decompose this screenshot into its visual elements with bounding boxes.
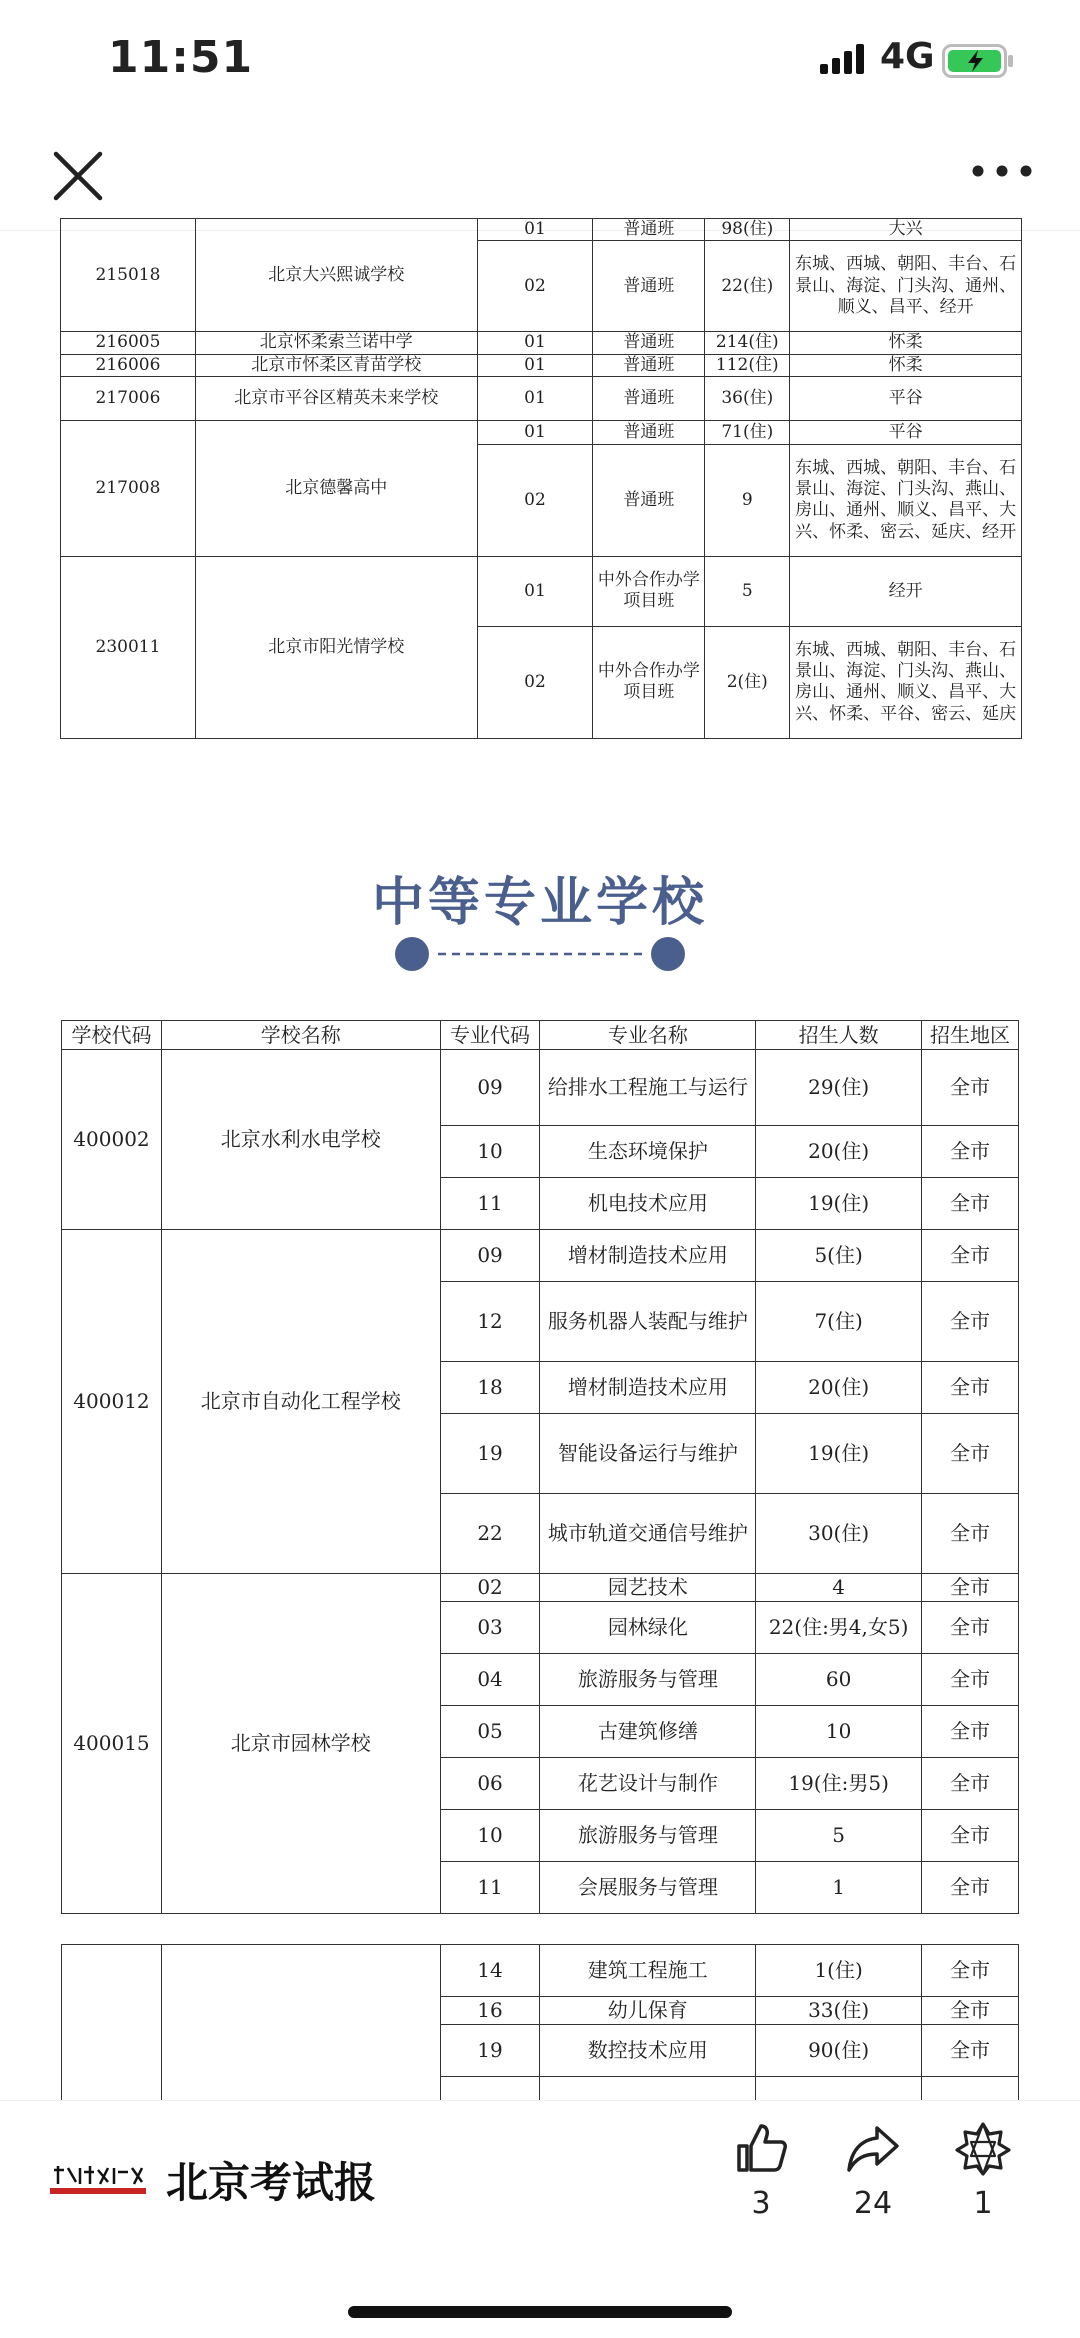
table-row: 400015 北京市园林学校 02 园艺技术 4 全市 <box>62 1574 1019 1602</box>
share-count: 24 <box>853 2186 893 2221</box>
table-row: 400002 北京水利水电学校 09 给排水工程施工与运行 29(住) 全市 <box>62 1050 1019 1126</box>
table-row: 230011 北京市阳光情学校 01 中外合作办学项目班 5 经开 <box>61 556 1022 626</box>
school-code: 400015 <box>62 1574 162 1914</box>
table-row: 216006 北京市怀柔区青苗学校 01 普通班 112(住) 怀柔 <box>61 354 1022 376</box>
like-count: 3 <box>751 2186 771 2221</box>
table-row: 10 生态环境保护 20(住) 全市 <box>62 1126 1019 1178</box>
section-heading: 中等专业学校 <box>371 873 708 933</box>
table-row: 215018 北京大兴熙诚学校 01 普通班 98(住) 大兴 <box>61 219 1022 241</box>
table-row: 04 旅游服务与管理 60 全市 <box>62 1654 1019 1706</box>
table-row: 19 数控技术应用 90(住) 全市 <box>62 2025 1019 2077</box>
column-header: 学校名称 <box>161 1021 440 1050</box>
table-row: 11 机电技术应用 19(住) 全市 <box>62 1178 1019 1230</box>
signal-icon <box>820 44 870 74</box>
brand-logo <box>50 2160 146 2196</box>
table-header-row <box>62 1021 1019 1050</box>
table-row: 02 中外合作办学项目班 2(住) 东城、西城、朝阳、丰台、石景山、海淀、门头沟、燕山、房山、通州、顺义、昌平、大兴、怀柔、平谷、密云、延庆 <box>61 626 1022 738</box>
column-header: 招生地区 <box>922 1021 1019 1050</box>
column-header: 招生人数 <box>756 1021 922 1050</box>
column-header: 学校代码 <box>62 1021 162 1050</box>
table-row: 19 智能设备运行与维护 19(住) 全市 <box>62 1414 1019 1494</box>
status-time: 11:51 <box>108 32 254 83</box>
share-button[interactable] <box>828 2120 918 2221</box>
more-icon[interactable] <box>970 156 1034 186</box>
like-button[interactable] <box>716 2120 806 2221</box>
favorite-button[interactable] <box>938 2120 1028 2221</box>
article-header <box>0 120 1080 231</box>
heading-divider <box>394 936 686 972</box>
table-row: 05 古建筑修缮 10 全市 <box>62 1706 1019 1758</box>
article-content[interactable] <box>0 219 1080 2100</box>
main-table <box>61 1020 1019 1914</box>
column-header: 专业代码 <box>440 1021 540 1050</box>
table-row: 16 幼儿保育 33(住) 全市 <box>62 1997 1019 2025</box>
school-code: 215018 <box>61 219 196 332</box>
table-row: 216005 北京怀柔索兰诺中学 01 普通班 214(住) 怀柔 <box>61 332 1022 354</box>
status-bar <box>0 0 1080 120</box>
battery-charging-icon <box>942 44 1014 78</box>
table-row: 12 服务机器人装配与维护 7(住) 全市 <box>62 1282 1019 1362</box>
continued-table <box>61 1944 1019 2117</box>
table-row: 02 普通班 22(住) 东城、西城、朝阳、丰台、石景山、海淀、门头沟、通州、顺义、昌平、经开 <box>61 241 1022 332</box>
bottom-bar <box>0 2100 1080 2338</box>
school-code: 400002 <box>62 1050 162 1230</box>
table-row: 03 园林绿化 22(住:男4,女5) 全市 <box>62 1602 1019 1654</box>
table-row: 06 花艺设计与制作 19(住:男5) 全市 <box>62 1758 1019 1810</box>
share-icon <box>845 2120 901 2176</box>
brand-name[interactable]: 北京考试报 <box>166 2158 377 2207</box>
table-row: 10 旅游服务与管理 5 全市 <box>62 1810 1019 1862</box>
like-icon <box>733 2120 789 2176</box>
home-indicator[interactable] <box>348 2306 732 2318</box>
table-row: 18 增材制造技术应用 20(住) 全市 <box>62 1362 1019 1414</box>
top-table <box>60 218 1022 739</box>
table-row: 02 普通班 9 东城、西城、朝阳、丰台、石景山、海淀、门头沟、燕山、房山、通州、顺义、昌平、大兴、怀柔、密云、延庆、经开 <box>61 444 1022 556</box>
network-type: 4G <box>880 36 935 77</box>
table-row: 400012 北京市自动化工程学校 09 增材制造技术应用 5(住) 全市 <box>62 1230 1019 1282</box>
favorite-count: 1 <box>973 2186 993 2221</box>
table-row: 22 城市轨道交通信号维护 30(住) 全市 <box>62 1494 1019 1574</box>
school-name: 北京大兴熙诚学校 <box>195 219 477 332</box>
table-row: 217006 北京市平谷区精英未来学校 01 普通班 36(住) 平谷 <box>61 376 1022 420</box>
close-icon[interactable] <box>48 146 108 206</box>
favorite-icon <box>955 2120 1011 2176</box>
school-name: 北京水利水电学校 <box>161 1050 440 1230</box>
school-name: 北京市自动化工程学校 <box>161 1230 440 1574</box>
column-header: 专业名称 <box>540 1021 756 1050</box>
school-code: 400012 <box>62 1230 162 1574</box>
table-row: 217008 北京德馨高中 01 普通班 71(住) 平谷 <box>61 420 1022 444</box>
school-name: 北京市园林学校 <box>161 1574 440 1914</box>
table-row: 11 会展服务与管理 1 全市 <box>62 1862 1019 1914</box>
table-row: 14 建筑工程施工 1(住) 全市 <box>62 1945 1019 1997</box>
